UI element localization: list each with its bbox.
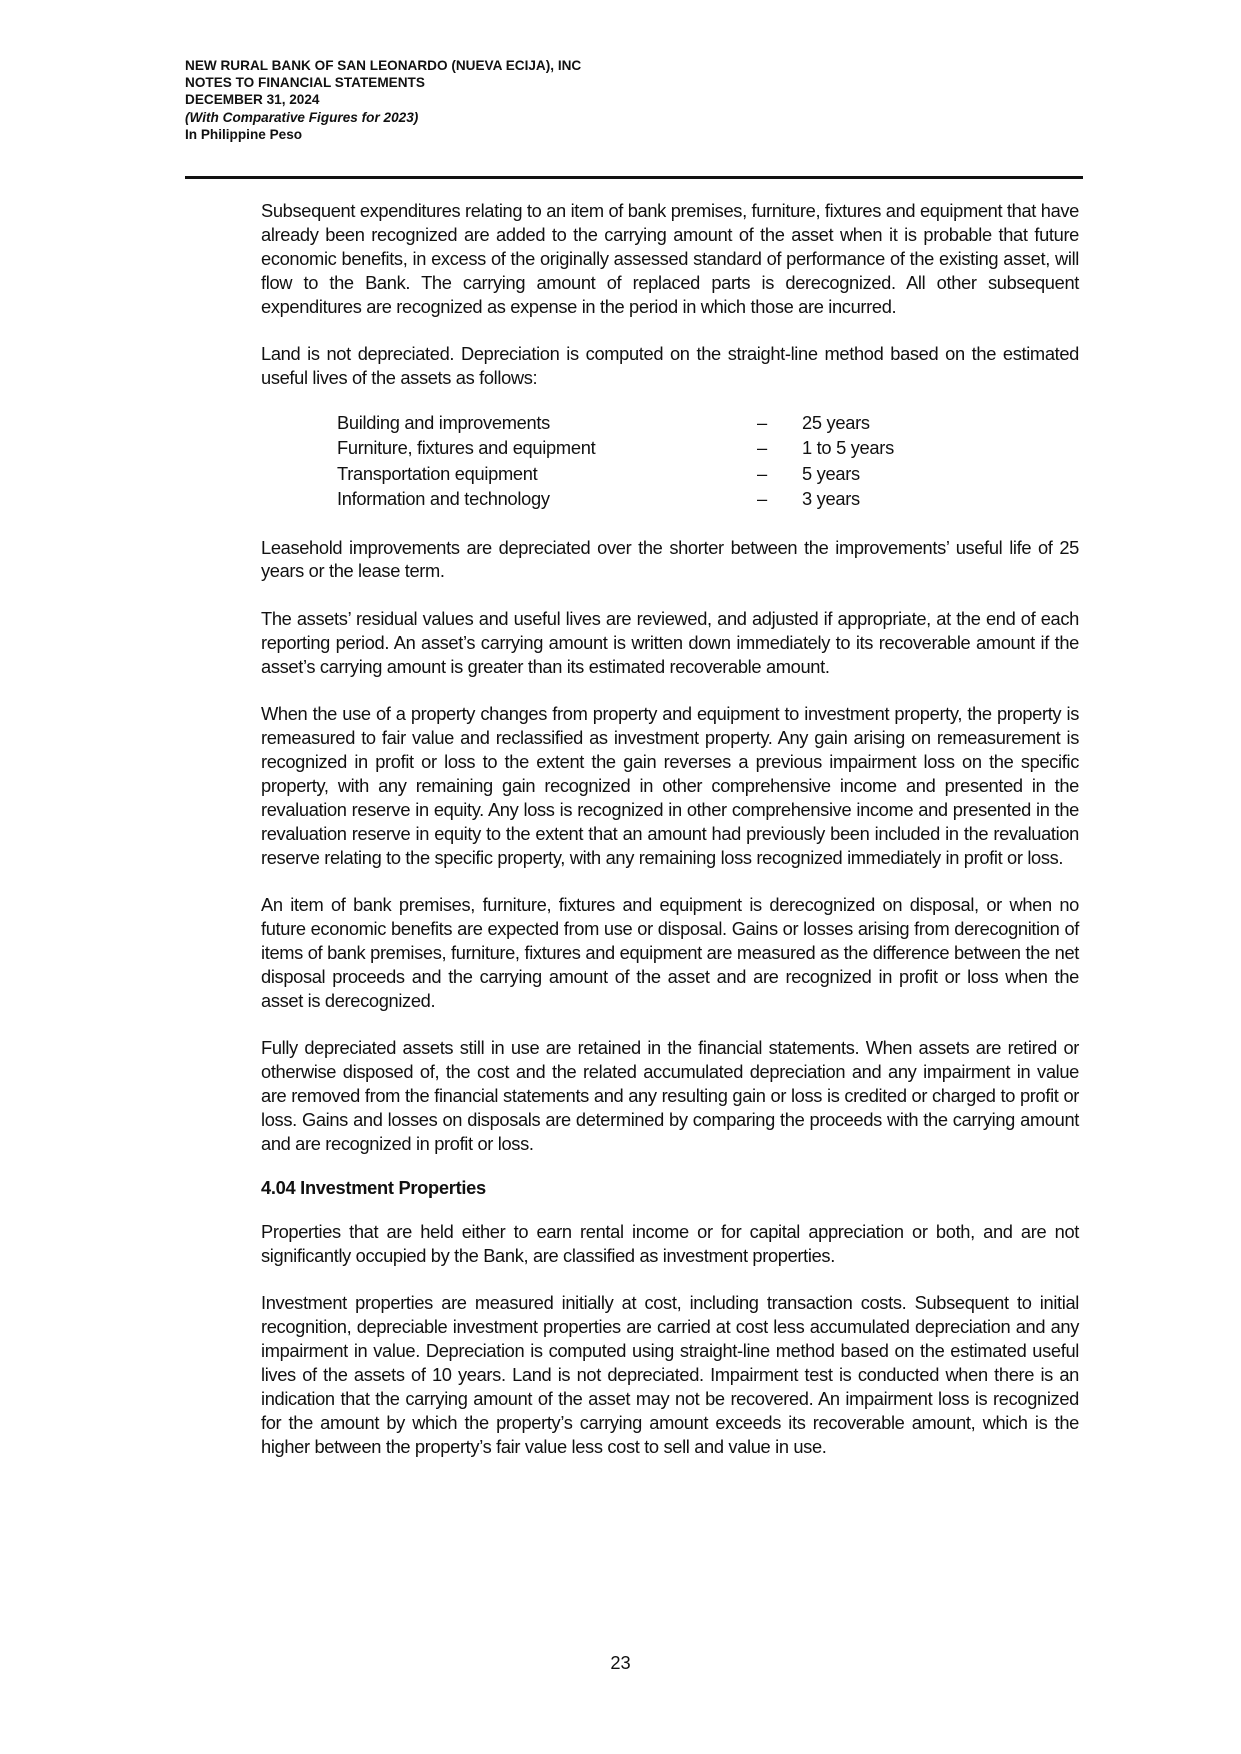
company-name: NEW RURAL BANK OF SAN LEONARDO (NUEVA ECIJA), INC [185, 58, 582, 73]
useful-life-row [337, 486, 1079, 511]
paragraph-derecognition: An item of bank premises, furniture, fixtures and equipment is derecognized on disposal, or when no future economic benefits are expected from use or disposal. Gains or losses arising from derecognition of items of bank premises, furniture, fixtures and equipment are measured as the difference between the net disposal proceeds and the carrying amount of the asset and are recognized in profit or loss when the asset is derecognized. [261, 894, 1079, 1011]
paragraph-leasehold: Leasehold improvements are depreciated over the shorter between the improvements’ useful life of 25 years or the lease term. [261, 536, 1079, 582]
document-header [185, 57, 581, 143]
asset-class: Information and technology [337, 488, 550, 510]
paragraph-fully-depreciated: Fully depreciated assets still in use are retained in the financial statements. When assets are retired or otherwise disposed of, the cost and the related accumulated depreciation and any impairment in value are removed from the financial statements and any resulting gain or loss is credited or charged to profit or loss. Gains and losses on disposals are determined by comparing the proceeds with the carrying amount and are recognized in profit or loss. [261, 1037, 1079, 1154]
paragraph-land-depreciation: Land is not depreciated. Depreciation is computed on the straight-line method based on the estimated useful lives of the assets as follows: [261, 343, 1079, 389]
dash-separator: – [757, 488, 768, 510]
paragraph-change-of-use: When the use of a property changes from property and equipment to investment property, the property is remeasured to fair value and reclassified as investment property. Any gain arising on remeasurement is recognized in profit or loss to the extent the gain reverses a previous impairment loss on the specific property, with any remaining gain recognized in other comprehensive income and presented in the revaluation reserve in equity. Any loss is recognized in other comprehensive income and presented in the revaluation reserve in equity to the extent that an amount had previously been included in the revaluation reserve relating to the specific property, with any remaining loss recognized immediately in profit or loss. [261, 703, 1079, 868]
useful-life: 3 years [802, 488, 860, 510]
useful-life-row [337, 410, 1079, 435]
dash-separator: – [757, 437, 768, 459]
section-heading: 4.04 Investment Properties [261, 1176, 486, 1198]
paragraph-residual-values: The assets’ residual values and useful lives are reviewed, and adjusted if appropriate, at the end of each reporting period. An asset’s carrying amount is written down immediately to its recoverable amount if the asset’s carrying amount is greater than its estimated recoverable amount. [261, 607, 1079, 677]
header-divider [185, 176, 1083, 179]
useful-life: 5 years [802, 462, 860, 484]
paragraph-subsequent-expenditures: Subsequent expenditures relating to an item of bank premises, furniture, fixtures and equipment that have already been recognized are added to the carrying amount of the asset when it is probable that future economic benefits, in excess of the originally assessed standard of performance of the existing asset, will flow to the Bank. The carrying amount of replaced parts is derecognized. All other subsequent expenditures are recognized as expense in the period in which those are incurred. [261, 200, 1079, 317]
page-number: 23 [610, 1652, 631, 1673]
statement-date: DECEMBER 31, 2024 [185, 92, 320, 108]
statement-title: NOTES TO FINANCIAL STATEMENTS [185, 75, 425, 91]
asset-class: Furniture, fixtures and equipment [337, 437, 596, 459]
comparative-note: (With Comparative Figures for 2023) [185, 109, 419, 125]
document-body [261, 199, 1079, 1482]
dash-separator: – [757, 462, 768, 484]
useful-lives-table [337, 410, 1079, 512]
asset-class: Transportation equipment [337, 462, 538, 484]
paragraph-investment-definition: Properties that are held either to earn rental income or for capital appreciation or both, and are not significantly occupied by the Bank, are classified as investment properties. [261, 1220, 1079, 1266]
useful-life-row [337, 435, 1079, 460]
dash-separator: – [757, 411, 768, 433]
useful-life: 1 to 5 years [802, 437, 894, 459]
useful-life-row [337, 461, 1079, 486]
paragraph-investment-measurement: Investment properties are measured initially at cost, including transaction costs. Subsequent to initial recognition, depreciable investment properties are carried at cost less accumulated depreciation and any impairment in value. Depreciation is computed using straight-line method based on the estimated useful lives of the assets of 10 years. Land is not depreciated. Impairment test is conducted when there is an indication that the carrying amount of the asset may not be recovered. An impairment loss is recognized for the amount by which the property’s carrying amount exceeds its recoverable amount, which is the higher between the property’s fair value less cost to sell and value in use. [261, 1292, 1079, 1457]
useful-life: 25 years [802, 411, 870, 433]
currency-note: In Philippine Peso [185, 126, 303, 142]
asset-class: Building and improvements [337, 411, 551, 433]
